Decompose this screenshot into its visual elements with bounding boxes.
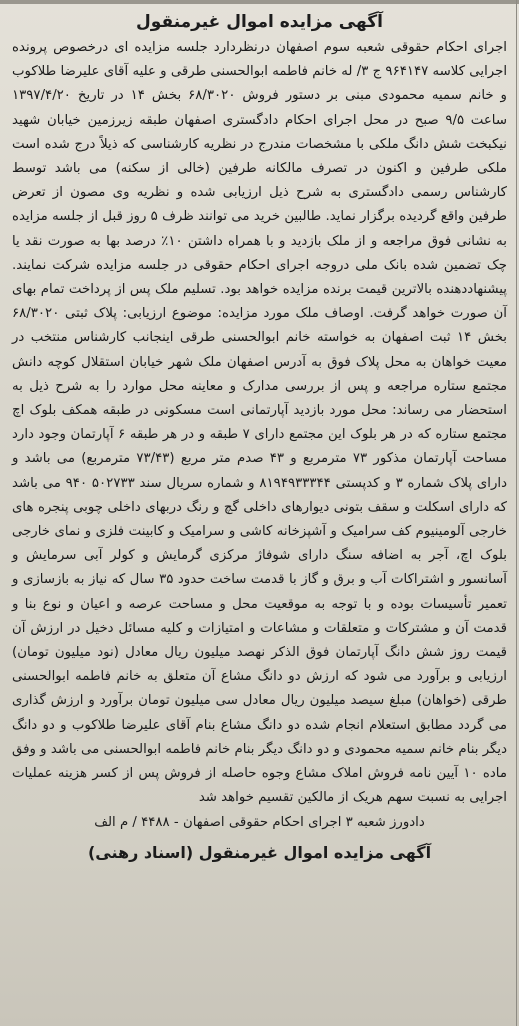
column-divider — [516, 0, 517, 1026]
next-notice-title: آگهی مزایده اموال غیرمنقول (اسناد رهنی) — [87, 842, 432, 862]
notice-signature: دادورز شعبه ۳ اجرای احکام حقوقی اصفهان - ۴۴۸۸ / م الف — [94, 814, 425, 830]
top-divider — [0, 0, 519, 4]
notice-title: آگهی مزایده اموال غیرمنقول — [136, 12, 383, 32]
notice-body: اجرای احکام حقوقی شعبه سوم اصفهان درنظردارد جلسه مزایده ای درخصوص پرونده اجرایی کلاسه ۹۶۴۱۴۷ ج ۳/ له خانم فاطمه ابوالحسنی طرقی و علیه آقای علیرضا طلاکوب و خانم سمیه محمودی مبنی بر دستور فروش ۶۸/۳۰۲۰ بخش ۱۴ در تاریخ ۱۳۹۷/۴/۲۰ ساعت ۹/۵ صبح در محل اجرای احکام دادگستری اصفهان طبقه زیرزمین خیابان شهید نیکبخت شش دانگ ملکی با مشخصات مندرج در نظریه کارشناسی که ذیلاً درج شده است ملکی طرفین و اکنون در تصرف مالکانه طرفین (خالی از سکنه) می باشد توسط کارشناس رسمی دادگستری به شرح ذیل ارزیابی شده و نظریه وی مصون از تعرض طرفین واقع گردیده برگزار نماید. طالبین خرید می توانند ظرف ۵ روز قبل از جلسه مزایده به نشانی فوق مراجعه و از ملک بازدید و با همراه داشتن ۱۰٪ درصد بها به صورت نقد یا چک تضمین شده بانک ملی دروجه اجرای احکام حقوقی در جلسه مزایده شرکت نمایند. پیشنهاددهنده بالاترین قیمت برنده مزایده خواهد بود. تسلیم ملک پس از پرداخت تمام بهای آن صورت خواهد گرفت. اوصاف ملک مورد مزایده: موضوع ارزیابی: پلاک ثبتی ۶۸/۳۰۲۰ بخش ۱۴ ثبت اصفهان به خواسته خانم ابوالحسنی طرقی اینجانب کارشناس منتخب در معیت خواهان به محل پلاک فوق به آدرس اصفهان ملک شهر خیابان استقلال کوچه دانش مجتمع ستاره مراجعه و پس از بررسی مدارک و معاینه محل موارد را به شرح ذیل به استحضار می رساند: محل مورد بازدید آپارتمانی است مسکونی در طبقه همکف بلوک اچ مجتمع ستاره که در هر بلوک این مجتمع دارای ۷ طبقه و در هر طبقه ۶ آپارتمان وجود دارد مساحت آپارتمان مذکور ۷۳ مترمربع و ۴۳ صدم متر مربع (۷۳/۴۳ مترمربع) می باشد و دارای پلاک شماره ۳ و کدپستی ۸۱۹۴۹۳۳۳۴۴ و شماره سریال سند ۵۰۲۷۳۳ ۹۴۰ می باشد که دارای اسکلت و سقف بتونی دیوارهای داخلی گچ و رنگ دربهای داخلی چوبی پنجره های خارجی آلومینیوم کف سرامیک و آشپزخانه کاشی و سرامیک و کابینت فلزی و نمای خارجی بلوک اچ، آجر به اضافه سنگ دارای شوفاژ مرکزی گرمایش و کولر آبی سرمایش و آسانسور و اشتراکات آب و برق و گاز با قدمت ساخت حدود ۳۵ سال که نیاز به بازسازی و تعمیر تأسیسات بوده و با توجه به موقعیت محل و مساحت عرصه و اعیان و نوع بنا و قدمت آن و مشترکات و متعلقات و مشاعات و امتیازات و کلیه مسائل دخیل در ارزش آن قیمت روز شش دانگ آپارتمان فوق الذکر نهصد میلیون ریال معادل (نود میلیون تومان) ارزیابی و برآورد می شود که ارزش دو دانگ مشاع آن متعلق به خانم فاطمه ابوالحسنی طرقی (خواهان) مبلغ سیصد میلیون ریال معادل سی میلیون تومان برآورد و ارزش گذاری می گردد مطابق استعلام انجام شده دو دانگ مشاع بنام آقای علیرضا طلاکوب و دو دانگ دیگر بنام خانم سمیه محمودی و دو دانگ دیگر بنام خانم فاطمه ابوالحسنی می باشد و وفق ماده ۱۰ آیین نامه فروش املاک مشاع وجوه حاصله از فروش پس از کسر هزینه عملیات اجرایی به نسبت سهم هریک از مالکین تقسیم خواهد شد — [12, 40, 508, 806]
